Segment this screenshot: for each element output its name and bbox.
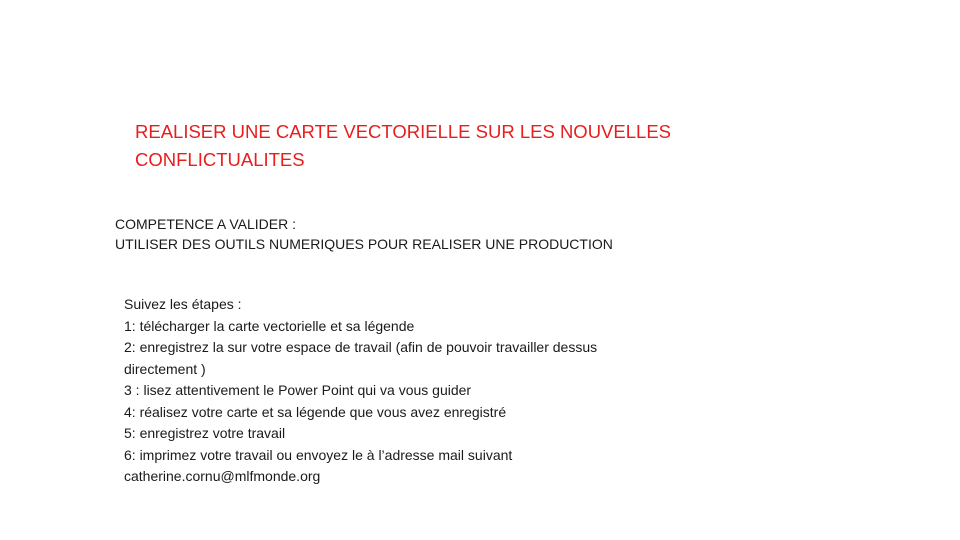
step-line: 6: imprimez votre travail ou envoyez le à l’adresse mail suivant [124,446,513,463]
step-line: 5: enregistrez votre travail [124,425,286,441]
slide-title [135,118,735,174]
step-line: 3 : lisez attentivement le Power Point qui va vous guider [124,382,472,398]
title-line-1: REALISER UNE CARTE VECTORIELLE SUR LES NOUVELLES [135,121,671,142]
steps-block [124,294,724,488]
step-line: 1: télécharger la carte vectorielle et sa légende [124,317,415,334]
competence-text: UTILISER DES OUTILS NUMERIQUES POUR REALISER UNE PRODUCTION [115,236,613,252]
title-line-2: CONFLICTUALITES [135,149,305,170]
step-line: 2: enregistrez la sur votre espace de travail (afin de pouvoir travailler dessus [124,339,598,355]
step-line: 4: réalisez votre carte et sa légende que vous avez enregistré [124,403,507,420]
competence-heading: COMPETENCE A VALIDER : [115,216,297,232]
steps-heading: Suivez les étapes : [124,296,242,312]
email-address: catherine.cornu@mlfmonde.org [124,468,321,484]
competence-block [115,214,613,254]
step-line: directement ) [124,360,206,377]
